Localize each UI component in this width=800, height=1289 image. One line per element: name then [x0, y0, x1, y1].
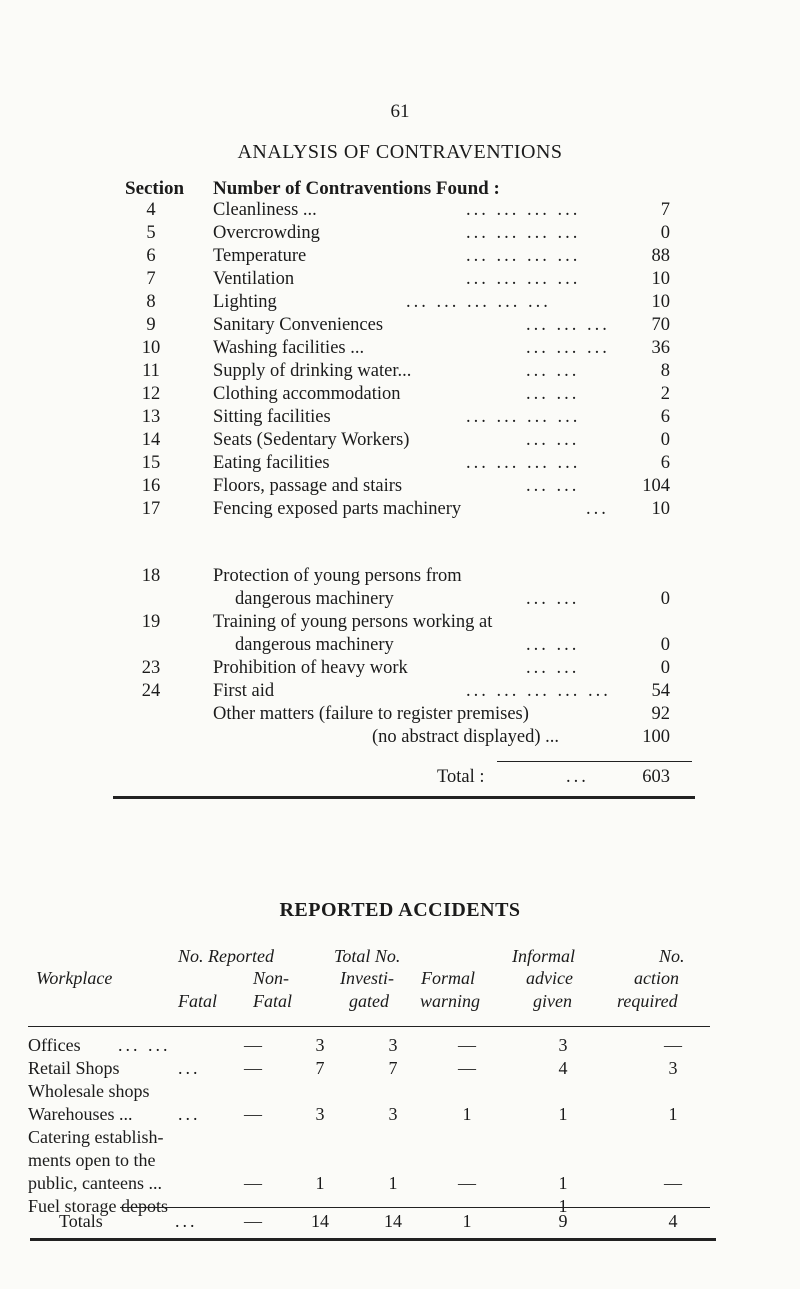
- row-value: 54: [651, 681, 670, 701]
- row-label: Fencing exposed parts machinery: [213, 499, 462, 519]
- leader-dots: ... ...: [526, 384, 580, 404]
- cell-non-fatal: 1: [315, 1173, 325, 1193]
- leader-dots: ... ...: [526, 476, 580, 496]
- formal-header: Formal: [421, 968, 475, 988]
- divider: [120, 1207, 710, 1208]
- cell-investigated: 3: [388, 1104, 398, 1124]
- page-number: 61: [390, 101, 410, 122]
- total-investigated: 14: [384, 1211, 402, 1231]
- leader-dots: ... ... ... ... ...: [406, 292, 551, 312]
- total-formal: 1: [462, 1211, 472, 1231]
- leader-dots: ... ... ... ...: [466, 223, 581, 243]
- section-number: 8: [146, 292, 156, 312]
- row-value: 88: [651, 246, 670, 266]
- cell-action: 3: [668, 1058, 678, 1078]
- total-informal: 9: [558, 1211, 568, 1231]
- total-fatal: —: [244, 1211, 262, 1231]
- section-number: 19: [141, 612, 161, 632]
- leader-dots: ... ...: [526, 658, 580, 678]
- leader-dots: ... ...: [526, 430, 580, 450]
- cell-action: —: [664, 1173, 682, 1193]
- cell-fatal: —: [244, 1035, 262, 1055]
- row-label: Eating facilities: [213, 453, 330, 473]
- section-number: 18: [141, 566, 161, 586]
- given-header: given: [533, 991, 572, 1011]
- row-value: 92: [651, 704, 670, 724]
- row-label: dangerous machinery: [235, 635, 394, 655]
- row-value: 6: [660, 453, 670, 473]
- section-number: 14: [141, 430, 161, 450]
- leader-dots: ... ... ... ... ...: [466, 681, 611, 701]
- cell-fatal: —: [244, 1058, 262, 1078]
- workplace-label: ments open to the: [28, 1150, 156, 1170]
- investigated-header: gated: [349, 991, 389, 1011]
- workplace-label: Wholesale shops: [28, 1081, 150, 1101]
- total-value: 603: [642, 767, 670, 787]
- row-label: Lighting: [213, 292, 277, 312]
- cell-formal: —: [458, 1058, 476, 1078]
- cell-non-fatal: 7: [315, 1058, 325, 1078]
- cell-fatal: —: [244, 1173, 262, 1193]
- leader-dots: ... ... ...: [526, 315, 610, 335]
- workplace-label: Retail Shops: [28, 1058, 120, 1078]
- row-value: 70: [651, 315, 670, 335]
- row-label: Floors, passage and stairs: [213, 476, 403, 496]
- cell-investigated: 1: [388, 1173, 398, 1193]
- row-label: Ventilation: [213, 269, 295, 289]
- cell-investigated: 7: [388, 1058, 398, 1078]
- investigated-header: Investi-: [340, 968, 394, 988]
- leader-dots: ... ... ...: [526, 338, 610, 358]
- row-value: 6: [660, 407, 670, 427]
- row-value: 0: [660, 589, 670, 609]
- action-header: No.: [659, 946, 685, 966]
- fatal-header: Fatal: [178, 991, 217, 1011]
- section-number: 5: [146, 223, 156, 243]
- divider: [497, 761, 692, 762]
- workplace-label: public, canteens ...: [28, 1173, 162, 1193]
- total-label: Total :: [437, 767, 485, 787]
- workplace-label: Fuel storage depots: [28, 1196, 168, 1216]
- row-value: 10: [651, 499, 670, 519]
- cell-non-fatal: 3: [315, 1035, 325, 1055]
- cell-non-fatal: —: [311, 1196, 329, 1216]
- totals-label: Totals: [59, 1211, 103, 1231]
- section-number: 11: [142, 361, 160, 381]
- leader-dots: ...: [586, 499, 609, 519]
- section-number: 6: [146, 246, 156, 266]
- section-number: 17: [141, 499, 161, 519]
- row-value: 10: [651, 292, 670, 312]
- section-header: Section: [125, 178, 185, 199]
- row-value: 0: [660, 635, 670, 655]
- row-value: 0: [660, 430, 670, 450]
- section-number: 16: [141, 476, 161, 496]
- cell-fatal: —: [244, 1196, 262, 1216]
- leader-dots: ...: [566, 767, 589, 787]
- leader-dots: ...: [178, 1058, 201, 1078]
- contraventions-title: ANALYSIS OF CONTRAVENTIONS: [237, 141, 563, 163]
- row-value: 2: [660, 384, 670, 404]
- cell-formal: —: [458, 1035, 476, 1055]
- workplace-label: Warehouses ...: [28, 1104, 133, 1124]
- non-fatal-header: Non-: [253, 968, 289, 988]
- leader-dots: ... ... ... ...: [466, 407, 581, 427]
- total-no-header: Total No.: [334, 946, 401, 966]
- section-number: 7: [146, 269, 156, 289]
- formal-header: warning: [420, 991, 481, 1011]
- cell-fatal: —: [244, 1104, 262, 1124]
- cell-informal: 3: [558, 1035, 568, 1055]
- leader-dots: ... ... ... ...: [466, 269, 581, 289]
- no-abstract-label: (no abstract displayed) ...: [372, 727, 559, 747]
- section-number: 9: [146, 315, 156, 335]
- row-label: First aid: [213, 681, 275, 701]
- leader-dots: ... ... ... ...: [466, 453, 581, 473]
- section-number: 12: [141, 384, 161, 404]
- leader-dots: ...: [178, 1104, 201, 1124]
- row-label: Cleanliness ...: [213, 200, 317, 220]
- accidents-title: REPORTED ACCIDENTS: [279, 899, 521, 921]
- leader-dots: ... ...: [526, 589, 580, 609]
- section-number: 24: [141, 681, 161, 701]
- row-label: Clothing accommodation: [213, 384, 401, 404]
- section-number: 23: [141, 658, 161, 678]
- total-action: 4: [668, 1211, 678, 1231]
- row-value: 0: [660, 223, 670, 243]
- row-label: Overcrowding: [213, 223, 320, 243]
- row-label: Seats (Sedentary Workers): [213, 430, 410, 450]
- total-non-fatal: 14: [311, 1211, 329, 1231]
- divider: [30, 1238, 716, 1241]
- cell-investigated: 3: [388, 1035, 398, 1055]
- cell-action: —: [664, 1196, 682, 1216]
- cell-non-fatal: 3: [315, 1104, 325, 1124]
- row-label: Training of young persons working at: [213, 612, 493, 632]
- cell-informal: 1: [558, 1104, 568, 1124]
- row-label: Supply of drinking water...: [213, 361, 412, 381]
- row-label: Protection of young persons from: [213, 566, 462, 586]
- row-value: 8: [660, 361, 670, 381]
- leader-dots: ...: [175, 1211, 198, 1231]
- cell-formal: —: [458, 1173, 476, 1193]
- action-header: action: [634, 968, 679, 988]
- section-number: 4: [146, 200, 156, 220]
- section-number: 13: [141, 407, 161, 427]
- cell-action: —: [664, 1035, 682, 1055]
- divider: [113, 796, 695, 799]
- cell-informal: 1: [558, 1173, 568, 1193]
- leader-dots: ... ... ... ...: [466, 246, 581, 266]
- cell-informal: 4: [558, 1058, 568, 1078]
- reported-header: No. Reported: [178, 946, 274, 966]
- leader-dots: ... ...: [118, 1035, 171, 1055]
- section-number: 10: [141, 338, 161, 358]
- row-label: Prohibition of heavy work: [213, 658, 408, 678]
- row-label: Washing facilities ...: [213, 338, 365, 358]
- leader-dots: ... ...: [526, 635, 580, 655]
- row-value: 36: [651, 338, 670, 358]
- cell-action: 1: [668, 1104, 678, 1124]
- row-label: dangerous machinery: [235, 589, 394, 609]
- workplace-label: Catering establish-: [28, 1127, 164, 1147]
- advice-header: advice: [526, 968, 573, 988]
- row-value: 0: [660, 658, 670, 678]
- workplace-label: Offices: [28, 1035, 81, 1055]
- row-label: Temperature: [213, 246, 307, 266]
- leader-dots: ... ...: [526, 361, 580, 381]
- row-label: Sanitary Conveniences: [213, 315, 384, 335]
- other-matters-label: Other matters (failure to register premises): [213, 704, 529, 724]
- cell-investigated: —: [384, 1196, 402, 1216]
- cell-formal: 1: [462, 1104, 472, 1124]
- row-value: 10: [651, 269, 670, 289]
- row-value: 7: [660, 200, 670, 220]
- cell-formal: —: [458, 1196, 476, 1216]
- row-value: 104: [642, 476, 670, 496]
- leader-dots: ... ... ... ...: [466, 200, 581, 220]
- workplace-header: Workplace: [36, 968, 113, 988]
- row-label: Sitting facilities: [213, 407, 331, 427]
- cell-informal: 1: [558, 1196, 568, 1216]
- divider: [28, 1026, 710, 1027]
- row-value: 100: [642, 727, 670, 747]
- informal-header: Informal: [512, 946, 575, 966]
- action-header: required: [617, 991, 678, 1011]
- non-fatal-header: Fatal: [253, 991, 292, 1011]
- section-number: 15: [141, 453, 161, 473]
- contraventions-number-header: Number of Contraventions Found :: [213, 178, 500, 199]
